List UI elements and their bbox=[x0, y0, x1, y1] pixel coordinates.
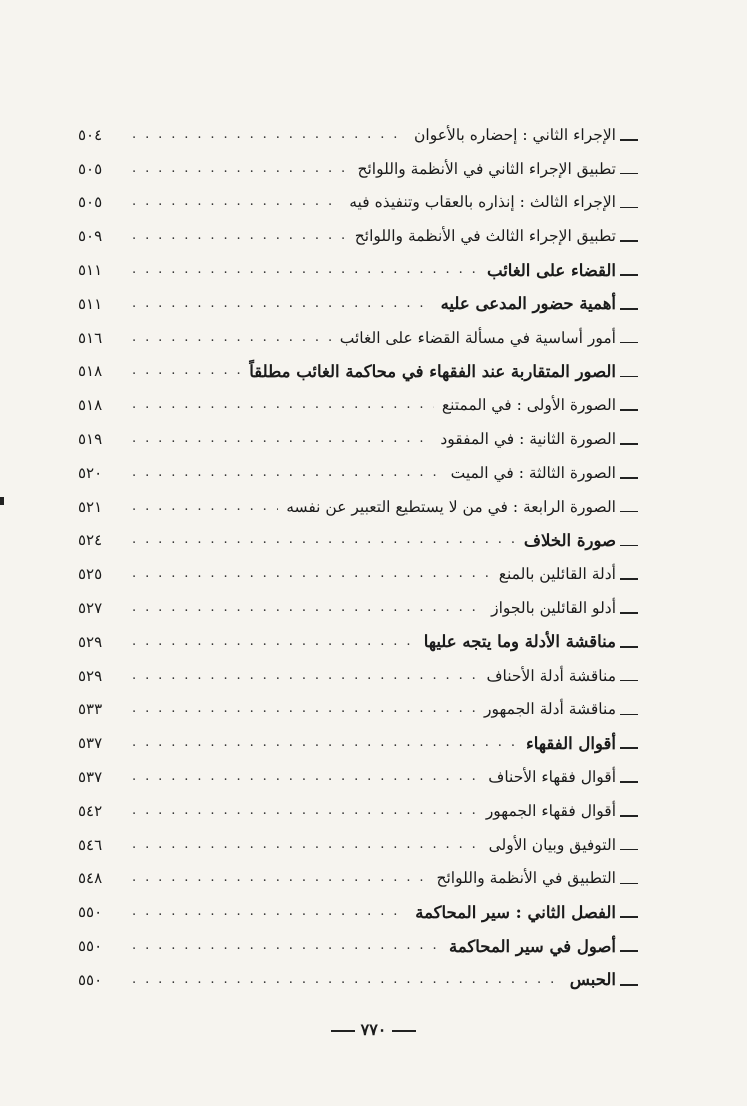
entry-title: الحبس bbox=[569, 970, 616, 990]
entry-title: الفصل الثاني : سير المحاكمة bbox=[415, 902, 616, 922]
dot-leader bbox=[132, 701, 476, 717]
toc-entry bbox=[78, 321, 638, 355]
dot-leader bbox=[132, 870, 428, 886]
entry-dash bbox=[620, 443, 638, 445]
dot-leader bbox=[132, 837, 481, 853]
entry-page-number: ٥١٩ bbox=[78, 430, 103, 449]
entry-dash bbox=[620, 207, 638, 209]
entry-page-number: ٥٤٨ bbox=[78, 869, 103, 888]
entry-title: القضاء على الغائب bbox=[487, 260, 616, 280]
entry-title: الصور المتقاربة عند الفقهاء في محاكمة الغائب مطلقاً bbox=[249, 361, 616, 381]
entry-page-number: ٥٣٣ bbox=[78, 700, 103, 719]
entry-dash bbox=[620, 815, 638, 817]
entry-page-number: ٥٥٠ bbox=[78, 903, 103, 922]
toc-entry bbox=[78, 963, 638, 997]
dot-leader bbox=[132, 397, 434, 413]
dot-leader bbox=[132, 431, 432, 447]
entry-page-number: ٥٢٥ bbox=[78, 565, 103, 584]
toc-entry bbox=[78, 625, 638, 659]
dot-leader bbox=[132, 262, 479, 278]
entry-title: مناقشة أدلة الجمهور bbox=[484, 700, 616, 719]
toc-entry bbox=[78, 591, 638, 625]
entry-page-number: ٥١١ bbox=[78, 294, 103, 313]
entry-page-number: ٥٢١ bbox=[78, 497, 103, 516]
entry-title: تطبيق الإجراء الثاني في الأنظمة واللوائح bbox=[357, 159, 616, 178]
toc-entry bbox=[78, 557, 638, 591]
entry-dash bbox=[620, 545, 638, 547]
toc-entry bbox=[78, 693, 638, 727]
entry-dash bbox=[620, 612, 638, 614]
dot-leader bbox=[132, 904, 407, 920]
entry-title: أدلة القائلين بالمنع bbox=[498, 565, 616, 584]
dot-leader bbox=[132, 296, 433, 312]
entry-page-number: ٥٠٥ bbox=[78, 193, 103, 212]
dot-leader bbox=[132, 566, 491, 582]
entry-page-number: ٥٢٩ bbox=[78, 666, 103, 685]
toc-entry bbox=[78, 760, 638, 794]
entry-dash bbox=[620, 409, 638, 411]
toc-entry bbox=[78, 659, 638, 693]
entry-dash bbox=[620, 916, 638, 918]
entry-dash bbox=[620, 511, 638, 513]
entry-page-number: ٥٠٩ bbox=[78, 227, 103, 246]
entry-title: أقوال الفقهاء bbox=[525, 733, 616, 753]
entry-page-number: ٥٢٧ bbox=[78, 599, 103, 618]
entry-title: الصورة الثالثة : في الميت bbox=[450, 463, 616, 482]
entry-title: الصورة الأولى : في الممتنع bbox=[441, 396, 616, 415]
toc-entry bbox=[78, 253, 638, 287]
dot-leader bbox=[132, 634, 416, 650]
entry-dash bbox=[620, 342, 638, 344]
dot-leader bbox=[132, 668, 478, 684]
footer-dash-right bbox=[392, 1030, 416, 1032]
entry-page-number: ٥٢٠ bbox=[78, 463, 103, 482]
entry-title: أهمية حضور المدعى عليه bbox=[440, 294, 616, 314]
toc-entry bbox=[78, 862, 638, 896]
dot-leader bbox=[132, 769, 480, 785]
dot-leader bbox=[132, 161, 349, 177]
dot-leader bbox=[132, 938, 441, 954]
dot-leader bbox=[132, 363, 241, 379]
toc-entry bbox=[78, 794, 638, 828]
entry-title: صورة الخلاف bbox=[523, 530, 616, 550]
entry-dash bbox=[620, 240, 638, 242]
toc-entry bbox=[78, 524, 638, 558]
entry-dash bbox=[620, 376, 638, 378]
toc-entry bbox=[78, 490, 638, 524]
entry-dash bbox=[620, 274, 638, 276]
toc-entry bbox=[78, 186, 638, 220]
entry-title: مناقشة الأدلة وما يتجه عليها bbox=[423, 632, 616, 652]
toc-entry bbox=[78, 152, 638, 186]
entry-page-number: ٥٣٧ bbox=[78, 768, 103, 787]
entry-dash bbox=[620, 173, 638, 175]
entry-dash bbox=[620, 781, 638, 783]
entry-title: مناقشة أدلة الأحناف bbox=[486, 666, 616, 685]
entry-title: الصورة الثانية : في المفقود bbox=[440, 430, 616, 449]
entry-page-number: ٥٢٩ bbox=[78, 632, 103, 651]
toc-entry bbox=[78, 388, 638, 422]
toc-entry bbox=[78, 929, 638, 963]
entry-page-number: ٥٠٤ bbox=[78, 125, 103, 144]
dot-leader bbox=[132, 735, 518, 751]
footer-dash-left bbox=[331, 1030, 355, 1032]
dot-leader bbox=[132, 803, 478, 819]
entry-dash bbox=[620, 578, 638, 580]
dot-leader bbox=[132, 972, 562, 988]
dot-leader bbox=[132, 194, 341, 210]
entry-title: أمور أساسية في مسألة القضاء على الغائب bbox=[339, 328, 616, 347]
entry-page-number: ٥٤٦ bbox=[78, 835, 103, 854]
dot-leader bbox=[132, 228, 347, 244]
toc-entry bbox=[78, 726, 638, 760]
entry-page-number: ٥١١ bbox=[78, 261, 103, 280]
entry-page-number: ٥٥٠ bbox=[78, 937, 103, 956]
table-of-contents bbox=[78, 118, 638, 997]
dot-leader bbox=[132, 465, 443, 481]
entry-dash bbox=[620, 680, 638, 682]
entry-title: الإجراء الثالث : إنذاره بالعقاب وتنفيذه فيه bbox=[349, 193, 616, 212]
entry-title: أصول في سير المحاكمة bbox=[449, 936, 616, 956]
entry-dash bbox=[620, 308, 638, 310]
dot-leader bbox=[132, 499, 278, 515]
entry-dash bbox=[620, 849, 638, 851]
entry-page-number: ٥٤٢ bbox=[78, 801, 103, 820]
entry-dash bbox=[620, 139, 638, 141]
entry-page-number: ٥١٦ bbox=[78, 328, 103, 347]
entry-title: تطبيق الإجراء الثالث في الأنظمة واللوائح bbox=[354, 227, 616, 246]
margin-mark bbox=[0, 497, 4, 505]
entry-title: التوفيق وبيان الأولى bbox=[488, 835, 616, 854]
entry-page-number: ٥١٨ bbox=[78, 362, 103, 381]
entry-page-number: ٥٣٧ bbox=[78, 734, 103, 753]
footer-page-number: ٧٧٠ bbox=[360, 1020, 387, 1039]
toc-entry bbox=[78, 828, 638, 862]
entry-page-number: ٥٠٥ bbox=[78, 159, 103, 178]
toc-entry bbox=[78, 287, 638, 321]
entry-dash bbox=[620, 984, 638, 986]
entry-title: أدلو القائلين بالجواز bbox=[491, 599, 616, 618]
entry-dash bbox=[620, 883, 638, 885]
toc-entry bbox=[78, 895, 638, 929]
entry-title: أقوال فقهاء الجمهور bbox=[485, 801, 616, 820]
entry-title: أقوال فقهاء الأحناف bbox=[488, 768, 616, 787]
dot-leader bbox=[132, 330, 332, 346]
entry-dash bbox=[620, 950, 638, 952]
entry-title: الإجراء الثاني : إحضاره بالأعوان bbox=[414, 125, 616, 144]
entry-dash bbox=[620, 714, 638, 716]
entry-title: التطبيق في الأنظمة واللوائح bbox=[436, 869, 616, 888]
dot-leader bbox=[132, 127, 406, 143]
toc-entry bbox=[78, 422, 638, 456]
entry-page-number: ٥٢٤ bbox=[78, 531, 103, 550]
toc-entry bbox=[78, 355, 638, 389]
entry-page-number: ٥٥٠ bbox=[78, 970, 103, 989]
entry-page-number: ٥١٨ bbox=[78, 396, 103, 415]
dot-leader bbox=[132, 532, 516, 548]
dot-leader bbox=[132, 600, 483, 616]
entry-dash bbox=[620, 477, 638, 479]
toc-entry bbox=[78, 118, 638, 152]
page-footer bbox=[0, 1020, 747, 1039]
toc-entry bbox=[78, 219, 638, 253]
entry-dash bbox=[620, 747, 638, 749]
entry-title: الصورة الرابعة : في من لا يستطيع التعبير عن نفسه bbox=[286, 497, 616, 516]
toc-entry bbox=[78, 456, 638, 490]
entry-dash bbox=[620, 646, 638, 648]
